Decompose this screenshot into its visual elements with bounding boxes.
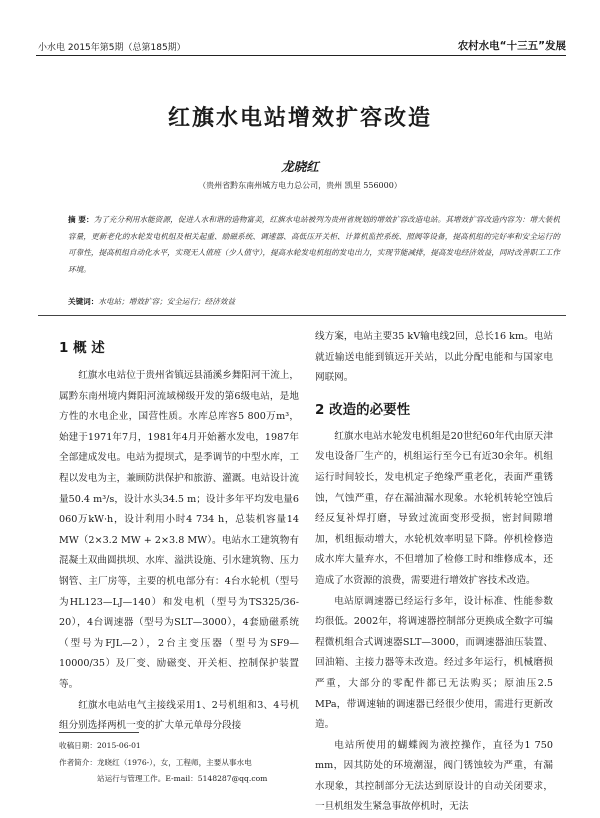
left-column bbox=[59, 331, 299, 737]
author-bio: 作者简介：龙晓红（1976-），女，工程师，主要从事水电 bbox=[59, 757, 252, 767]
footnote-rule bbox=[59, 732, 139, 733]
abstract-text: 为了充分利用水能资源，促进人水和谐的造物富美，红旗水电站被列为贵州省规划的增效扩容改造电站。其增效扩容改造内容为：增大装机容量，更新老化的水轮发电机组及相关起重、励磁系统、调速器、高低压开关柜、计算机监控系统、照阀等设备，提高机组的完好率和安全运行的可靠性，提高机组自动化水平，实现无人值班（少人值守），提高水轮发电机组的发电出力，实现节能减排，提高发电经济效益，同时改善职工工作环境。 bbox=[68, 215, 560, 274]
header-rule bbox=[36, 55, 566, 56]
footnote bbox=[59, 738, 299, 788]
keywords-text: 水电站；增效扩容；安全运行；经济效益 bbox=[98, 297, 236, 306]
section-title: 农村水电“十三五”发展 bbox=[457, 40, 566, 52]
right-column bbox=[315, 327, 553, 818]
section-heading: 2 改造的必要性 bbox=[315, 401, 411, 418]
keywords bbox=[68, 296, 560, 307]
abstract-label: 摘 要： bbox=[68, 215, 94, 224]
body-paragraph: 电站原调速器已经运行多年，设计标准、性能参数均很低。2002年，将调速器控制部分更换成全数字可编程微机组合式调速器SLT—3000，而调速器油压装置、回油箱、主接力器等未改造。经过多年运行，机械磨损严重，大部分的零配件都已无法购买；原油压2.5 MPa，带调速轴的调速器已经很少使用，需进行更新改造。 bbox=[315, 595, 553, 731]
body-paragraph-continued: 线方案，电站主要35 kV输电线2回，总长16 km。电站就近输送电能到镇远开关站，以此分配电能和与国家电网联网。 bbox=[315, 331, 553, 384]
author-affiliation: （贵州省黔东南州城方电力总公司，贵州 凯里 556000） bbox=[198, 181, 402, 190]
body-paragraph: 红旗水电站电气主接线采用1、2号机组和3、4号机组分别选择两机一变的扩大单元单母分段接 bbox=[59, 699, 299, 732]
keywords-label: 关键词： bbox=[68, 297, 99, 306]
journal-issue: 小水电 2015年第5期（总第185期） bbox=[38, 43, 186, 53]
abstract-rule bbox=[38, 315, 566, 316]
body-paragraph: 电站所使用的蝴蝶阀为液控操作，直径为1 750 mm，因其防处的环境潮湿，阀门锈蚀较为严重，有漏水现象，其控制部分无法达到原设计的自动关闭要求，一旦机组发生紧急事故停机时，无法 bbox=[315, 739, 553, 813]
abstract bbox=[68, 212, 560, 278]
author-name: 龙晓红 bbox=[281, 159, 319, 174]
section-heading: 1 概 述 bbox=[59, 340, 105, 356]
body-paragraph: 红旗水电站位于贵州省镇远县涌溪乡舞阳河干流上，属黔东南州境内舞阳河流域梯级开发的第6级电站，是地方性的水电企业，国营性质。水库总库容5 800万m³，始建于1971年7月，1981年4月开始蓄水发电，1987年全部建成发电。电站为提坝式，是季调节的中型水库，工程以发电为主，兼顾防洪保护和旅游、灌溉。电站设计流量50.4 m³/s，设计水头34.5 m；设计多年平均发电量6 060万kW·h，设计利用小时4 734 h，总装机容量14 MW（2×3.2 MW + 2×3.8 MW）。电站水工建筑物有混凝土双曲圆拱坝、水库、溢洪设施、引水建筑物、压力钢管、主厂房等，主要的机电部分有：4台水轮机（型号为HL123—LJ—140）和发电机（型号为TS325/36-20），4台调速器（型号为SLT—3000），4套励磁系统（型号为FJL—2），2台主变压器（型号为SF9—10000/35）及厂变、励磁变、开关柜、控制保护装置等。 bbox=[59, 370, 299, 690]
article-title: 红旗水电站增效扩容改造 bbox=[167, 106, 432, 131]
body-paragraph: 红旗水电站水轮发电机组是20世纪60年代由原天津发电设备厂生产的，机组运行至今已有近30余年。机组运行时间较长，发电机定子绝缘严重老化，表面严重锈蚀，气蚀严重，存在漏油漏水现象。水轮机转轮空蚀后经反复补焊打磨，导致过流面变形受损，密封间隙增加，机组振动增大，水轮机效率明显下降。停机检修造成水库大量弃水，不但增加了检修工时和维修成本，还造成了水资源的浪费，需要进行增效扩容技术改造。 bbox=[315, 430, 553, 586]
received-date: 收稿日期：2015-06-01 bbox=[59, 741, 141, 750]
author-bio-contact: 站运行与管理工作。E-mail：5148287@qq.com bbox=[97, 774, 268, 783]
